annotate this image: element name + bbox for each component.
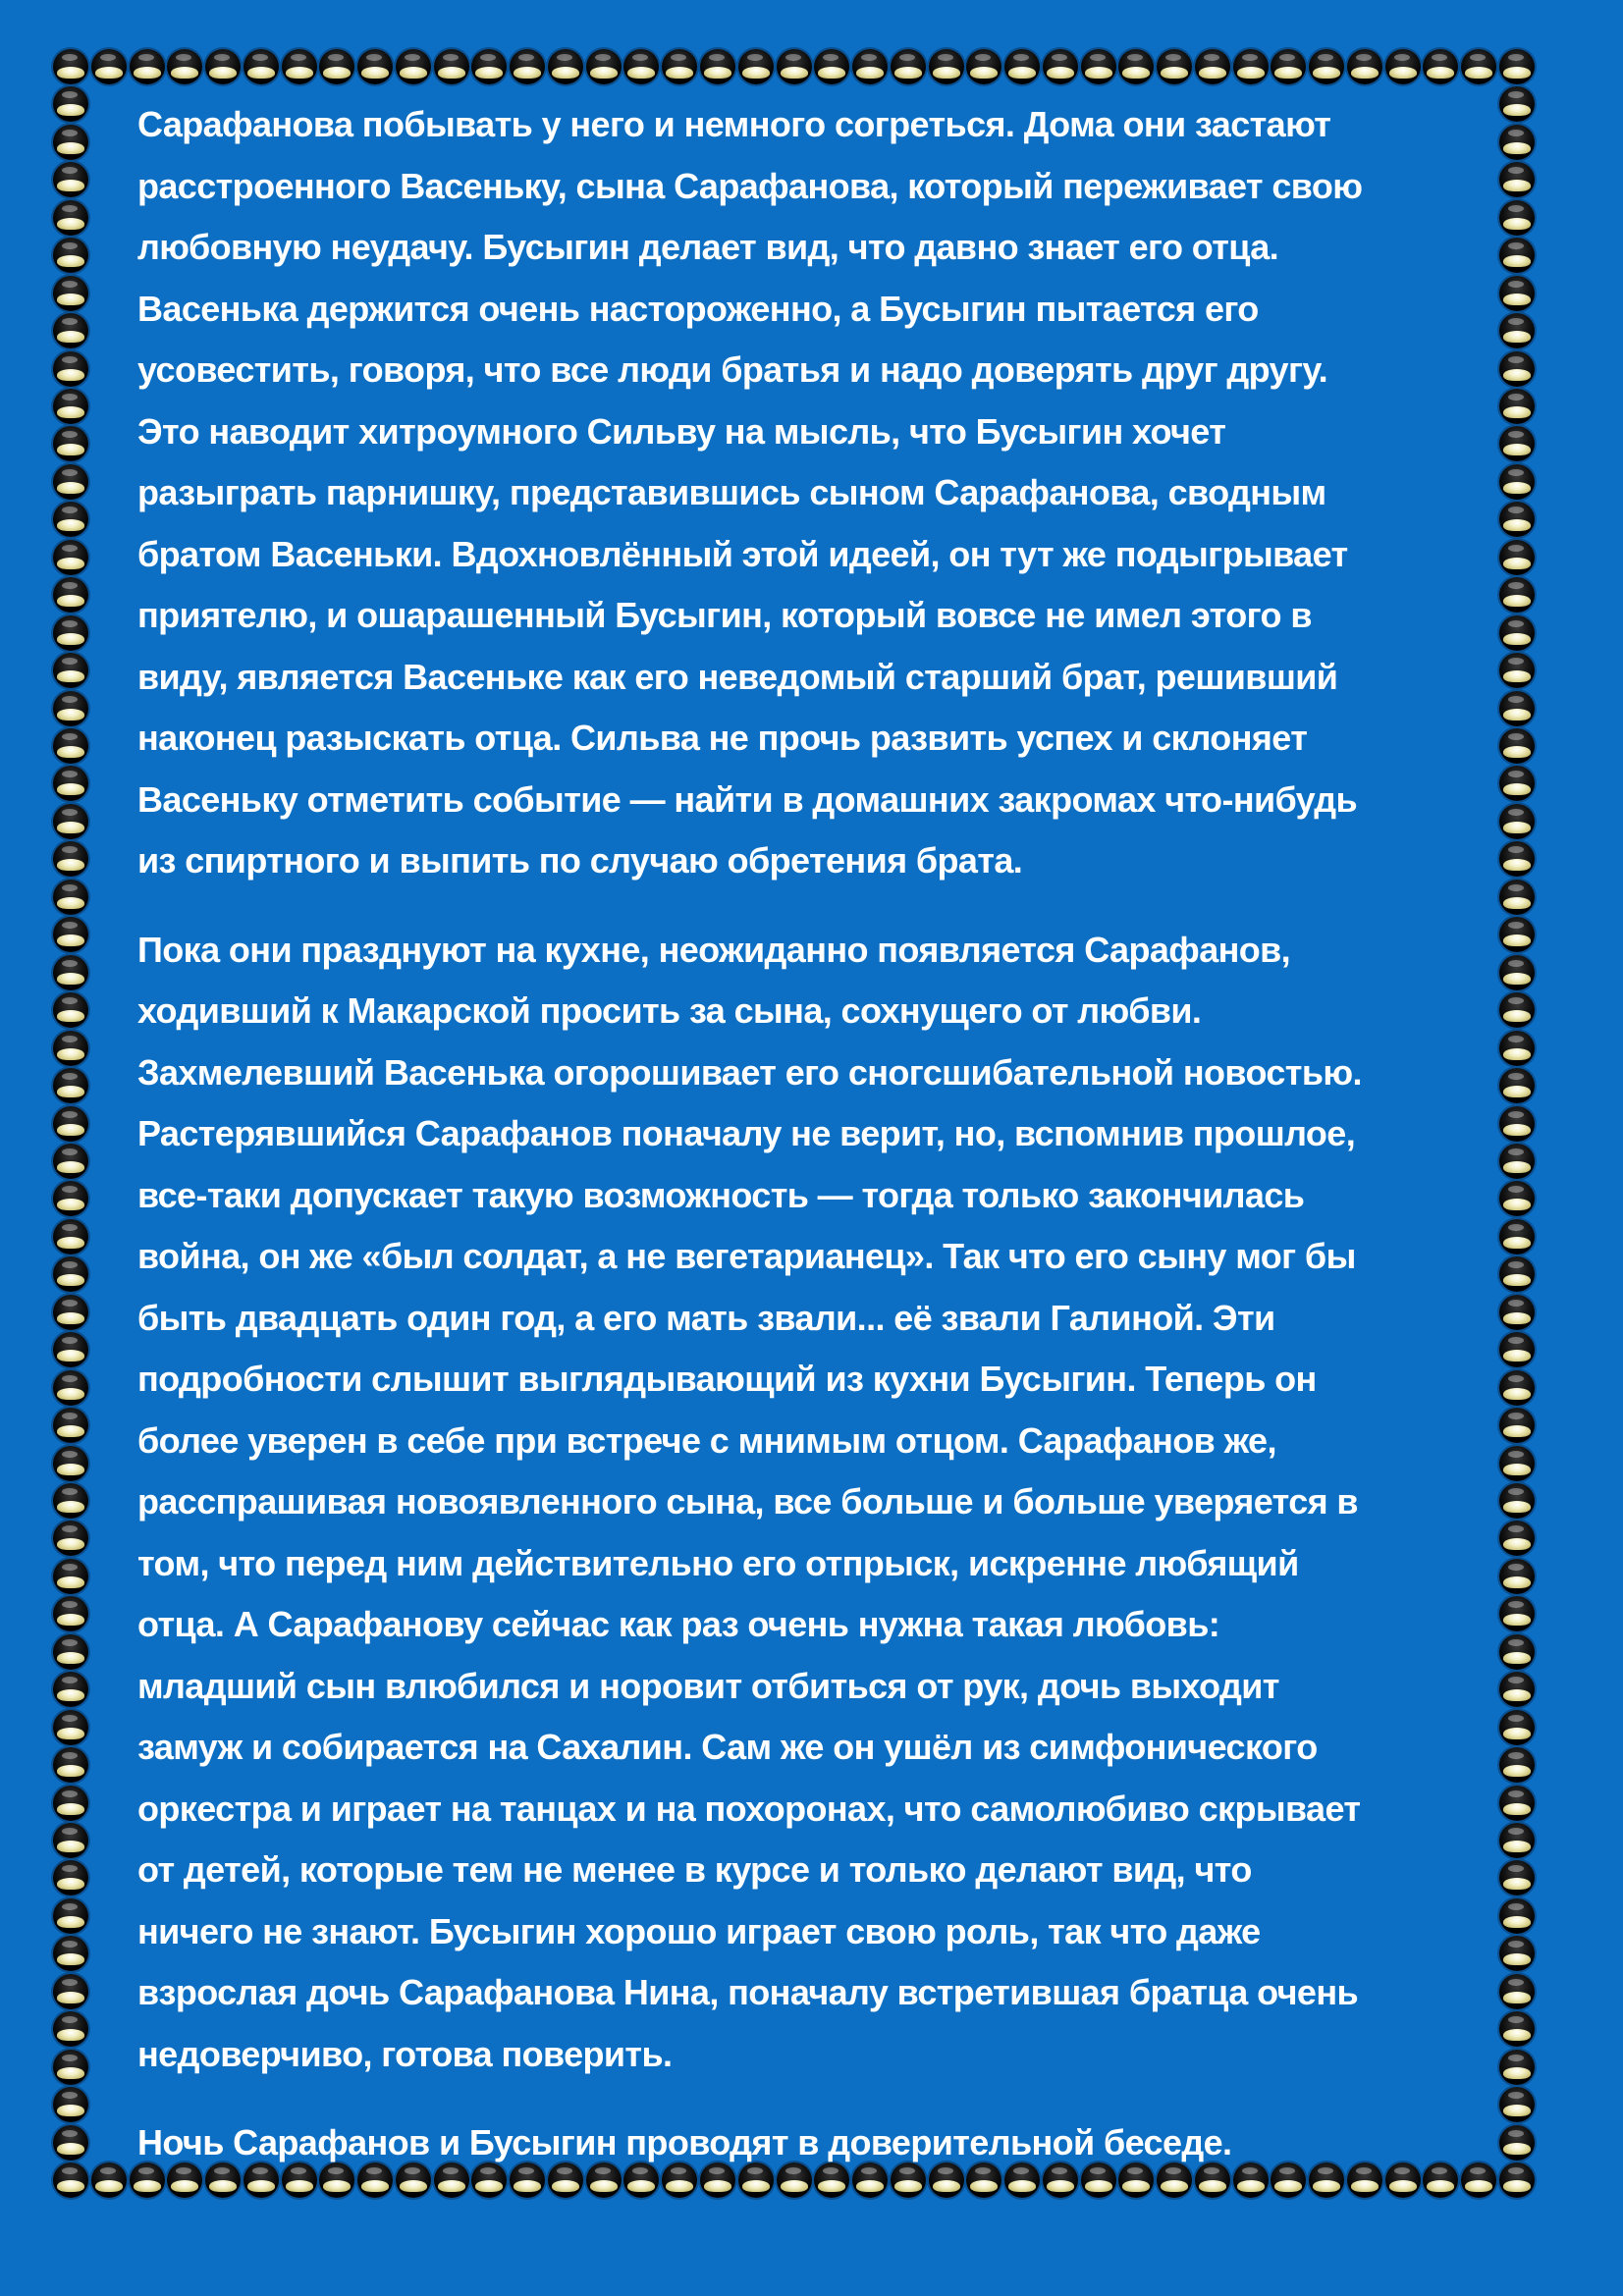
pearl-bead-icon xyxy=(53,1521,88,1556)
pearl-bead-icon xyxy=(1157,49,1192,84)
pearl-bead-icon xyxy=(53,728,88,764)
text-line: более уверен в себе при встрече с мнимым отцом. Сарафанов же, xyxy=(137,1419,1276,1461)
pearl-bead-icon xyxy=(53,540,88,575)
text-body xyxy=(137,94,1502,2202)
pearl-bead-icon xyxy=(53,1634,88,1670)
pearl-bead-icon xyxy=(53,880,88,915)
pearl-bead-icon xyxy=(814,49,849,84)
text-line: ходивший к Макарской просить за сына, сохнущего от любви. xyxy=(137,990,1202,1031)
pearl-bead-icon xyxy=(1499,880,1535,915)
pearl-bead-icon xyxy=(1499,2011,1535,2047)
pearl-bead-icon xyxy=(1499,1295,1535,1330)
pearl-bead-icon xyxy=(1499,2087,1535,2122)
pearl-bead-icon xyxy=(1271,49,1306,84)
text-line: расстроенного Васеньку, сына Сарафанова, который переживает свою xyxy=(137,165,1363,206)
pearl-bead-icon xyxy=(319,49,354,84)
pearl-bead-icon xyxy=(1499,502,1535,537)
pearl-bead-icon xyxy=(53,502,88,537)
text-line: младший сын влюбился и норовит отбиться от рук, дочь выходит xyxy=(137,1665,1279,1706)
pearl-bead-icon xyxy=(1385,49,1421,84)
pearl-bead-icon xyxy=(91,49,127,84)
pearl-bead-icon xyxy=(53,2011,88,2047)
pearl-bead-icon xyxy=(1499,1898,1535,1934)
pearl-bead-icon xyxy=(53,2163,88,2198)
pearl-bead-icon xyxy=(53,1860,88,1896)
pearl-bead-icon xyxy=(1499,804,1535,839)
pearl-bead-icon xyxy=(1499,1446,1535,1481)
pearl-bead-icon xyxy=(586,49,622,84)
pearl-bead-icon xyxy=(1309,49,1344,84)
pearl-bead-icon xyxy=(1499,1370,1535,1406)
pearl-bead-icon xyxy=(1499,1672,1535,1707)
text-line: Это наводит хитроумного Сильву на мысль, что Бусыгин хочет xyxy=(137,410,1226,452)
pearl-bead-icon xyxy=(53,1332,88,1367)
pearl-bead-icon xyxy=(1347,49,1382,84)
pearl-bead-icon xyxy=(53,1483,88,1519)
pearl-bead-icon xyxy=(1499,464,1535,500)
text-line: расспрашивая новоявленного сына, все больше и больше уверяется в xyxy=(137,1481,1358,1522)
pearl-bead-icon xyxy=(91,2163,127,2198)
pearl-bead-icon xyxy=(53,1672,88,1707)
pearl-bead-icon xyxy=(548,49,583,84)
pearl-bead-icon xyxy=(53,841,88,877)
text-line: взрослая дочь Сарафанова Нина, поначалу встретившая братца очень xyxy=(137,1972,1358,2012)
pearl-bead-icon xyxy=(1461,49,1496,84)
pearl-bead-icon xyxy=(357,49,393,84)
text-line: из спиртного и выпить по случаю обретения брата. xyxy=(137,840,1023,881)
pearl-bead-icon xyxy=(1043,49,1078,84)
pearl-bead-icon xyxy=(53,1031,88,1066)
pearl-bead-icon xyxy=(1499,1559,1535,1594)
pearl-bead-icon xyxy=(1499,313,1535,348)
paragraph-3 xyxy=(137,2112,1502,2174)
pearl-bead-icon xyxy=(53,1823,88,1858)
pearl-bead-icon xyxy=(53,238,88,273)
text-line: недоверчиво, готова поверить. xyxy=(137,2033,673,2074)
text-line: все-таки допускает такую возможность — тогда только закончилась xyxy=(137,1174,1305,1215)
pearl-bead-icon xyxy=(1499,691,1535,726)
pearl-bead-icon xyxy=(1499,615,1535,651)
pearl-bead-icon xyxy=(53,653,88,688)
pearl-bead-icon xyxy=(53,389,88,424)
pearl-bead-icon xyxy=(53,1370,88,1406)
pearl-bead-icon xyxy=(1499,955,1535,990)
pearl-bead-icon xyxy=(243,49,279,84)
pearl-bead-icon xyxy=(53,2125,88,2161)
text-line: наконец разыскать отца. Сильва не прочь развить успех и склоняет xyxy=(137,718,1308,758)
pearl-bead-icon xyxy=(1499,1521,1535,1556)
pearl-bead-icon xyxy=(53,1446,88,1481)
pearl-bead-icon xyxy=(1499,917,1535,952)
pearl-bead-icon xyxy=(53,49,88,84)
pearl-bead-icon xyxy=(1499,1106,1535,1142)
pearl-bead-icon xyxy=(53,162,88,197)
pearl-bead-icon xyxy=(53,1295,88,1330)
pearl-bead-icon xyxy=(53,917,88,952)
pearl-bead-icon xyxy=(53,464,88,500)
text-line: замуж и собирается на Сахалин. Сам же он ушёл из симфонического xyxy=(137,1727,1318,1767)
pearl-bead-icon xyxy=(852,49,888,84)
text-line: усовестить, говоря, что все люди братья и надо доверять друг другу. xyxy=(137,349,1328,390)
text-line: от детей, которые тем не менее в курсе и только делают вид, что xyxy=(137,1849,1252,1890)
pearl-bead-icon xyxy=(1499,1068,1535,1103)
text-line: быть двадцать один год, а его мать звали... её звали Галиной. Эти xyxy=(137,1297,1275,1338)
pearl-bead-icon xyxy=(1499,125,1535,160)
pearl-bead-icon xyxy=(1499,1634,1535,1670)
pearl-bead-icon xyxy=(53,1974,88,2009)
text-line: виду, является Васеньке как его неведомый старший брат, решивший xyxy=(137,656,1338,697)
pearl-bead-icon xyxy=(1499,1332,1535,1367)
pearl-bead-icon xyxy=(1499,1483,1535,1519)
text-line: оркестра и играет на танцах и на похоронах, что самолюбиво скрывает xyxy=(137,1788,1361,1829)
pearl-bead-icon xyxy=(205,49,241,84)
pearl-bead-icon xyxy=(53,1936,88,1971)
pearl-bead-icon xyxy=(53,1786,88,1821)
pearl-bead-icon xyxy=(53,1106,88,1142)
pearl-bead-icon xyxy=(53,1710,88,1745)
pearl-bead-icon xyxy=(53,1219,88,1255)
text-line: Васеньку отметить событие — найти в домашних закромах что-нибудь xyxy=(137,778,1357,820)
pearl-bead-icon xyxy=(1499,426,1535,461)
pearl-bead-icon xyxy=(1499,1256,1535,1292)
pearl-bead-icon xyxy=(53,1144,88,1179)
pearl-bead-icon xyxy=(1499,1823,1535,1858)
pearl-bead-icon xyxy=(1499,2163,1535,2198)
pearl-bead-icon xyxy=(53,1068,88,1103)
pearl-bead-icon xyxy=(777,49,812,84)
pearl-bead-icon xyxy=(1499,200,1535,236)
text-line: Сарафанова побывать у него и немного согреться. Дома они застают xyxy=(137,104,1331,144)
pearl-bead-icon xyxy=(1499,1408,1535,1443)
text-line: Васенька держится очень настороженно, а Бусыгин пытается его xyxy=(137,288,1259,329)
pearl-bead-icon xyxy=(662,49,697,84)
pearl-bead-icon xyxy=(53,1181,88,1216)
pearl-bead-icon xyxy=(1499,766,1535,801)
pearl-bead-icon xyxy=(1499,1219,1535,1255)
pearl-bead-icon xyxy=(396,49,431,84)
text-line: Пока они празднуют на кухне, неожиданно появляется Сарафанов, xyxy=(137,929,1291,970)
pearl-bead-icon xyxy=(53,615,88,651)
pearl-bead-icon xyxy=(53,2087,88,2122)
pearl-bead-icon xyxy=(53,1596,88,1631)
pearl-bead-icon xyxy=(53,1256,88,1292)
pearl-bead-icon xyxy=(53,992,88,1028)
pearl-bead-icon xyxy=(1499,49,1535,84)
pearl-bead-icon xyxy=(1499,841,1535,877)
pearl-bead-icon xyxy=(1499,1860,1535,1896)
pearl-bead-icon xyxy=(700,49,735,84)
pearl-bead-icon xyxy=(1499,728,1535,764)
pearl-bead-icon xyxy=(53,1408,88,1443)
pearl-bead-icon xyxy=(1004,49,1040,84)
pearl-bead-icon xyxy=(53,125,88,160)
pearl-bead-icon xyxy=(53,1898,88,1934)
text-line: любовную неудачу. Бусыгин делает вид, что давно знает его отца. xyxy=(137,227,1279,267)
text-line: ничего не знают. Бусыгин хорошо играет свою роль, так что даже xyxy=(137,1910,1261,1951)
text-line: разыграть парнишку, представившись сыном Сарафанова, сводным xyxy=(137,472,1326,512)
pearl-bead-icon xyxy=(1499,1710,1535,1745)
text-line: Захмелевший Васенька огорошивает его сногсшибательной новостью. xyxy=(137,1051,1362,1093)
pearl-bead-icon xyxy=(1499,1936,1535,1971)
pearl-bead-icon xyxy=(1499,162,1535,197)
pearl-bead-icon xyxy=(1499,653,1535,688)
pearl-bead-icon xyxy=(1499,1974,1535,2009)
pearl-bead-icon xyxy=(1499,1747,1535,1783)
pearl-bead-icon xyxy=(1499,1786,1535,1821)
pearl-bead-icon xyxy=(891,49,926,84)
text-line: том, что перед ним действительно его отпрыск, искренне любящий xyxy=(137,1542,1299,1583)
pearl-bead-icon xyxy=(53,577,88,613)
pearl-bead-icon xyxy=(53,426,88,461)
pearl-bead-icon xyxy=(1499,238,1535,273)
pearl-bead-icon xyxy=(1423,49,1458,84)
pearl-bead-icon xyxy=(1499,276,1535,311)
text-line: Растерявшийся Сарафанов поначалу не верит, но, вспомнив прошлое, xyxy=(137,1113,1356,1153)
pearl-bead-icon xyxy=(53,804,88,839)
pearl-bead-icon xyxy=(1499,351,1535,387)
text-line: подробности слышит выглядывающий из кухни Бусыгин. Теперь он xyxy=(137,1359,1317,1399)
pearl-bead-icon xyxy=(1499,2125,1535,2161)
text-line: отца. А Сарафанову сейчас как раз очень нужна такая любовь: xyxy=(137,1604,1220,1644)
pearl-bead-icon xyxy=(53,1747,88,1783)
pearl-bead-icon xyxy=(623,49,659,84)
text-line: война, он же «был солдат, а не вегетарианец». Так что его сыну мог бы xyxy=(137,1236,1356,1276)
pearl-bead-icon xyxy=(1233,49,1269,84)
pearl-bead-icon xyxy=(1118,49,1154,84)
pearl-bead-icon xyxy=(1499,1181,1535,1216)
pearl-bead-icon xyxy=(1499,1031,1535,1066)
pearl-bead-icon xyxy=(1081,49,1116,84)
pearl-bead-icon xyxy=(1499,1596,1535,1631)
pearl-bead-icon xyxy=(471,49,507,84)
pearl-bead-icon xyxy=(1499,992,1535,1028)
pearl-bead-icon xyxy=(53,351,88,387)
pearl-bead-icon xyxy=(738,49,774,84)
pearl-bead-icon xyxy=(53,2050,88,2085)
pearl-bead-icon xyxy=(434,49,469,84)
text-line: приятелю, и ошарашенный Бусыгин, который вовсе не имел этого в xyxy=(137,595,1312,635)
pearl-bead-icon xyxy=(167,49,202,84)
pearl-bead-icon xyxy=(1195,49,1230,84)
paragraph-2 xyxy=(137,920,1502,2086)
pearl-bead-icon xyxy=(929,49,964,84)
pearl-bead-icon xyxy=(53,86,88,122)
pearl-bead-icon xyxy=(53,955,88,990)
pearl-bead-icon xyxy=(130,49,165,84)
pearl-bead-icon xyxy=(510,49,545,84)
pearl-bead-icon xyxy=(1499,389,1535,424)
pearl-bead-icon xyxy=(1499,540,1535,575)
pearl-bead-icon xyxy=(1499,2050,1535,2085)
text-line: братом Васеньки. Вдохновлённый этой идеей, он тут же подыгрывает xyxy=(137,533,1348,574)
text-line: Ночь Сарафанов и Бусыгин проводят в доверительной беседе. xyxy=(137,2122,1232,2163)
pearl-bead-icon xyxy=(53,691,88,726)
pearl-bead-icon xyxy=(966,49,1001,84)
pearl-bead-icon xyxy=(53,766,88,801)
pearl-bead-icon xyxy=(1499,1144,1535,1179)
pearl-bead-icon xyxy=(282,49,317,84)
pearl-bead-icon xyxy=(1499,86,1535,122)
pearl-bead-icon xyxy=(53,200,88,236)
pearl-bead-icon xyxy=(1499,577,1535,613)
pearl-bead-icon xyxy=(53,1559,88,1594)
paragraph-1 xyxy=(137,94,1502,892)
pearl-bead-icon xyxy=(53,276,88,311)
pearl-bead-icon xyxy=(53,313,88,348)
